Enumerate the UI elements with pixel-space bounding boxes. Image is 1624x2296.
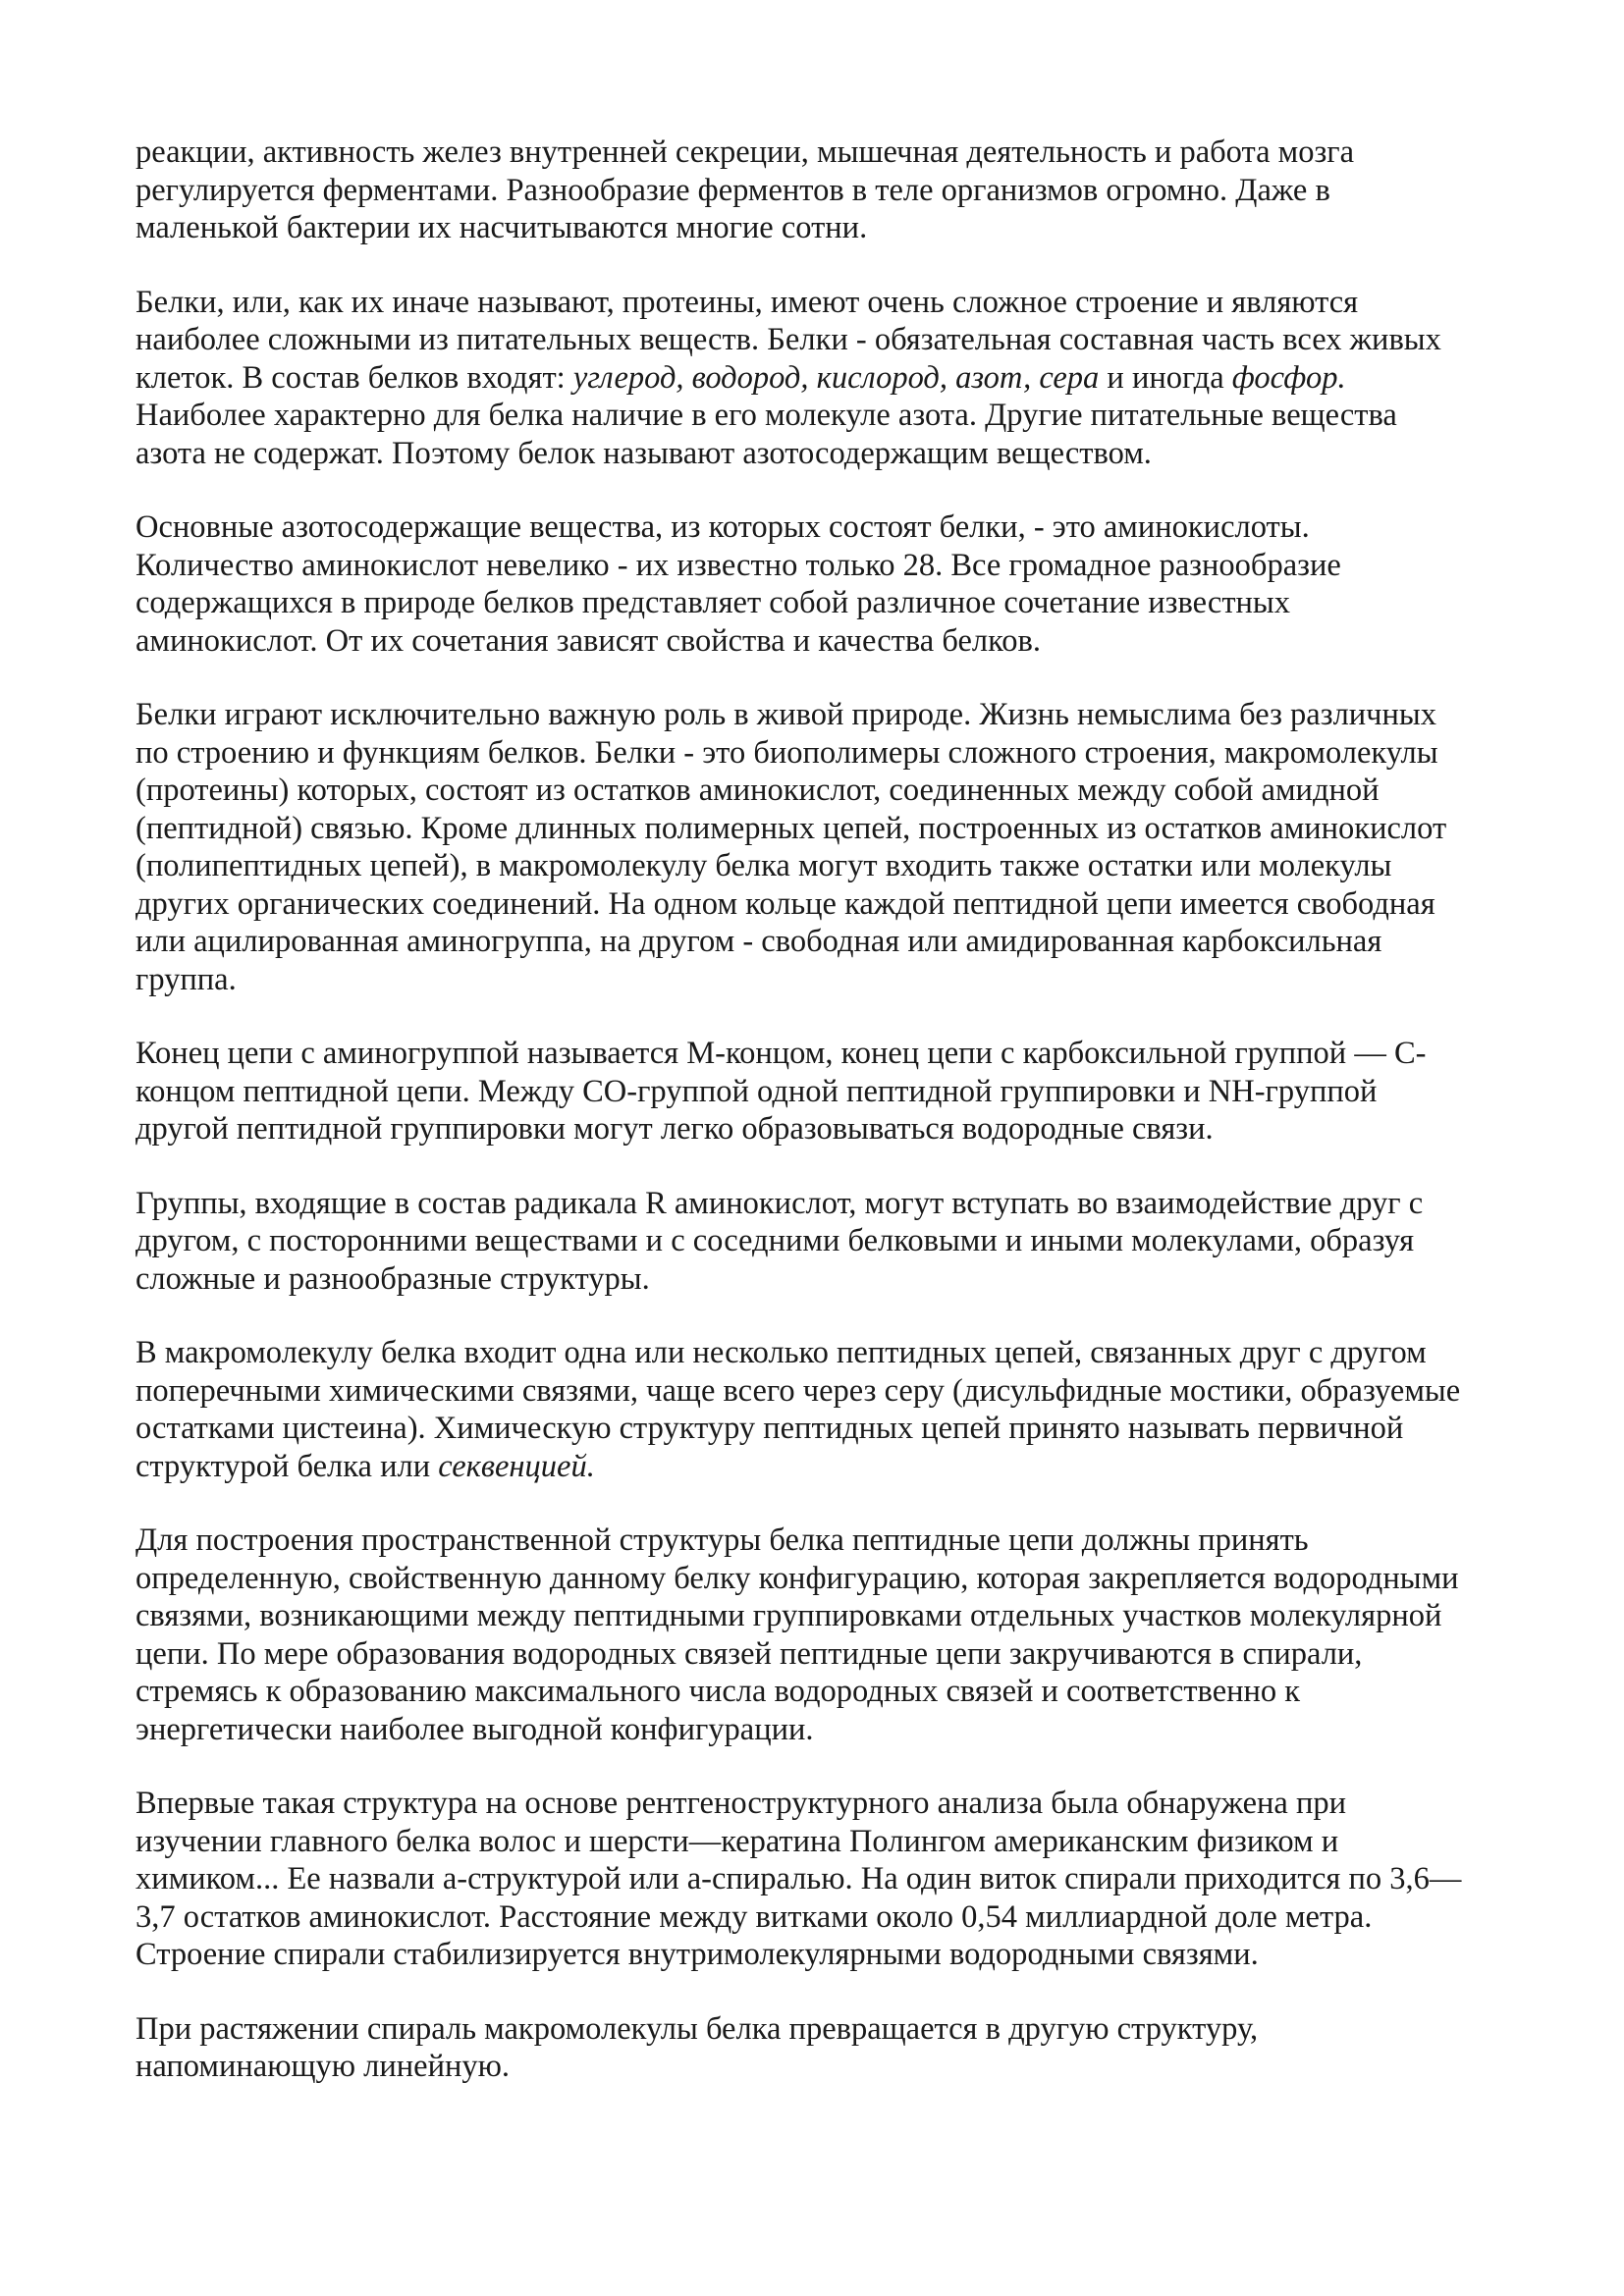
text-segment: Впервые такая структура на основе рентгеноструктурного анализа была обнаружена при изучении главного белка волос и шерсти—кератина Полингом американским физиком и химиком... Ее назвали а-структурой или а-спиралью. На один виток спирали приходится по 3,6— 3,7 остатков аминокислот. Расстояние между витками около 0,54 миллиардной доле метра. Строение спирали стабилизируется внутримолекулярными водородными связями. bbox=[135, 1786, 1462, 1972]
document-body bbox=[135, 133, 1510, 2122]
paragraph-5 bbox=[135, 1035, 1510, 1148]
text-segment: В макромолекулу белка входит одна или несколько пептидных цепей, связанных друг с другом поперечными химическими связями, чаще всего через серу (дисульфидные мостики, образуемые остатками цистеина). Химическую структуру пептидных цепей принято называть первичной структурой белка или bbox=[135, 1335, 1461, 1484]
text-segment: Для построения пространственной структуры белка пептидные цепи должны принять определенную, свойственную данному белку конфигурацию, которая закрепляется водородными связями, возникающими между пептидными группировками отдельных участков молекулярной цепи. По мере образования водородных связей пептидные цепи закручиваются в спирали, стремясь к образованию максимального числа водородных связей и соответственно к энергетически наиболее выгодной конфигурации. bbox=[135, 1522, 1459, 1747]
text-segment: Белки играют исключительно важную роль в живой природе. Жизнь немыслима без различных по строению и функциям белков. Белки - это биополимеры сложного строения, макромолекулы (протеины) которых, состоят из остатков аминокислот, соединенных между собой амидной (пептидной) связью. Кроме длинных полимерных цепей, построенных из остатков аминокислот (полипептидных цепей), в макромолекулу белка могут входить также остатки или молекулы других органических соединений. На одном кольце каждой пептидной цепи имеется свободная или ацилированная аминогруппа, на другом - свободная или амидированная карбоксильная группа. bbox=[135, 697, 1447, 997]
paragraph-6 bbox=[135, 1185, 1510, 1299]
paragraph-4 bbox=[135, 696, 1510, 998]
paragraph-2 bbox=[135, 284, 1510, 473]
text-segment: При растяжении спираль макромолекулы белка превращается в другую структуру, напоминающую линейную. bbox=[135, 2010, 1259, 2084]
italic-text-segment: углерод, водород, кислород, азот, сера bbox=[572, 359, 1100, 396]
text-segment: Наиболее характерно для белка наличие в его молекуле азота. Другие питательные вещества азота не содержат. Поэтому белок называют азотосодержащим веществом. bbox=[135, 398, 1397, 471]
paragraph-8 bbox=[135, 1522, 1510, 1748]
text-segment: Белки, или, как их иначе называют, протеины, имеют очень сложное строение и являются наиболее сложными из питательных веществ. Белки - обязательная составная часть всех живых клеток. В состав белков входят: bbox=[135, 284, 1441, 396]
paragraph-1 bbox=[135, 133, 1510, 247]
text-segment: Конец цепи с аминогруппой называется М-концом, конец цепи с карбоксильной группой — С- концом пептидной цепи. Между СО-группой одной пептидной группировки и NH-группой другой пептидной группировки могут легко образовываться водородные связи. bbox=[135, 1036, 1427, 1147]
text-segment: Группы, входящие в состав радикала R аминокислот, могут вступать во взаимодействие друг с другом, с посторонними веществами и с соседними белковыми и иными молекулами, образуя сложные и разнообразные структуры. bbox=[135, 1185, 1424, 1297]
text-segment: реакции, активность желез внутренней секреции, мышечная деятельность и работа мозга регулируется ферментами. Разнообразие ферментов в теле организмов огромно. Даже в маленькой бактерии их насчитываются многие сотни. bbox=[135, 134, 1355, 245]
paragraph-7 bbox=[135, 1334, 1510, 1485]
text-segment: и иногда bbox=[1099, 359, 1232, 396]
text-segment: Основные азотосодержащие вещества, из которых состоят белки, - это аминокислоты. Количество аминокислот невелико - их известно только 28. Все громадное разнообразие содержащихся в природе белков представляет собой различное сочетание известных аминокислот. От их сочетания зависят свойства и качества белков. bbox=[135, 509, 1341, 659]
italic-text-segment: фосфор. bbox=[1231, 359, 1346, 396]
italic-text-segment: секвенцией. bbox=[438, 1448, 595, 1484]
paragraph-3 bbox=[135, 508, 1510, 660]
paragraph-9 bbox=[135, 1785, 1510, 1974]
paragraph-10 bbox=[135, 2010, 1510, 2086]
